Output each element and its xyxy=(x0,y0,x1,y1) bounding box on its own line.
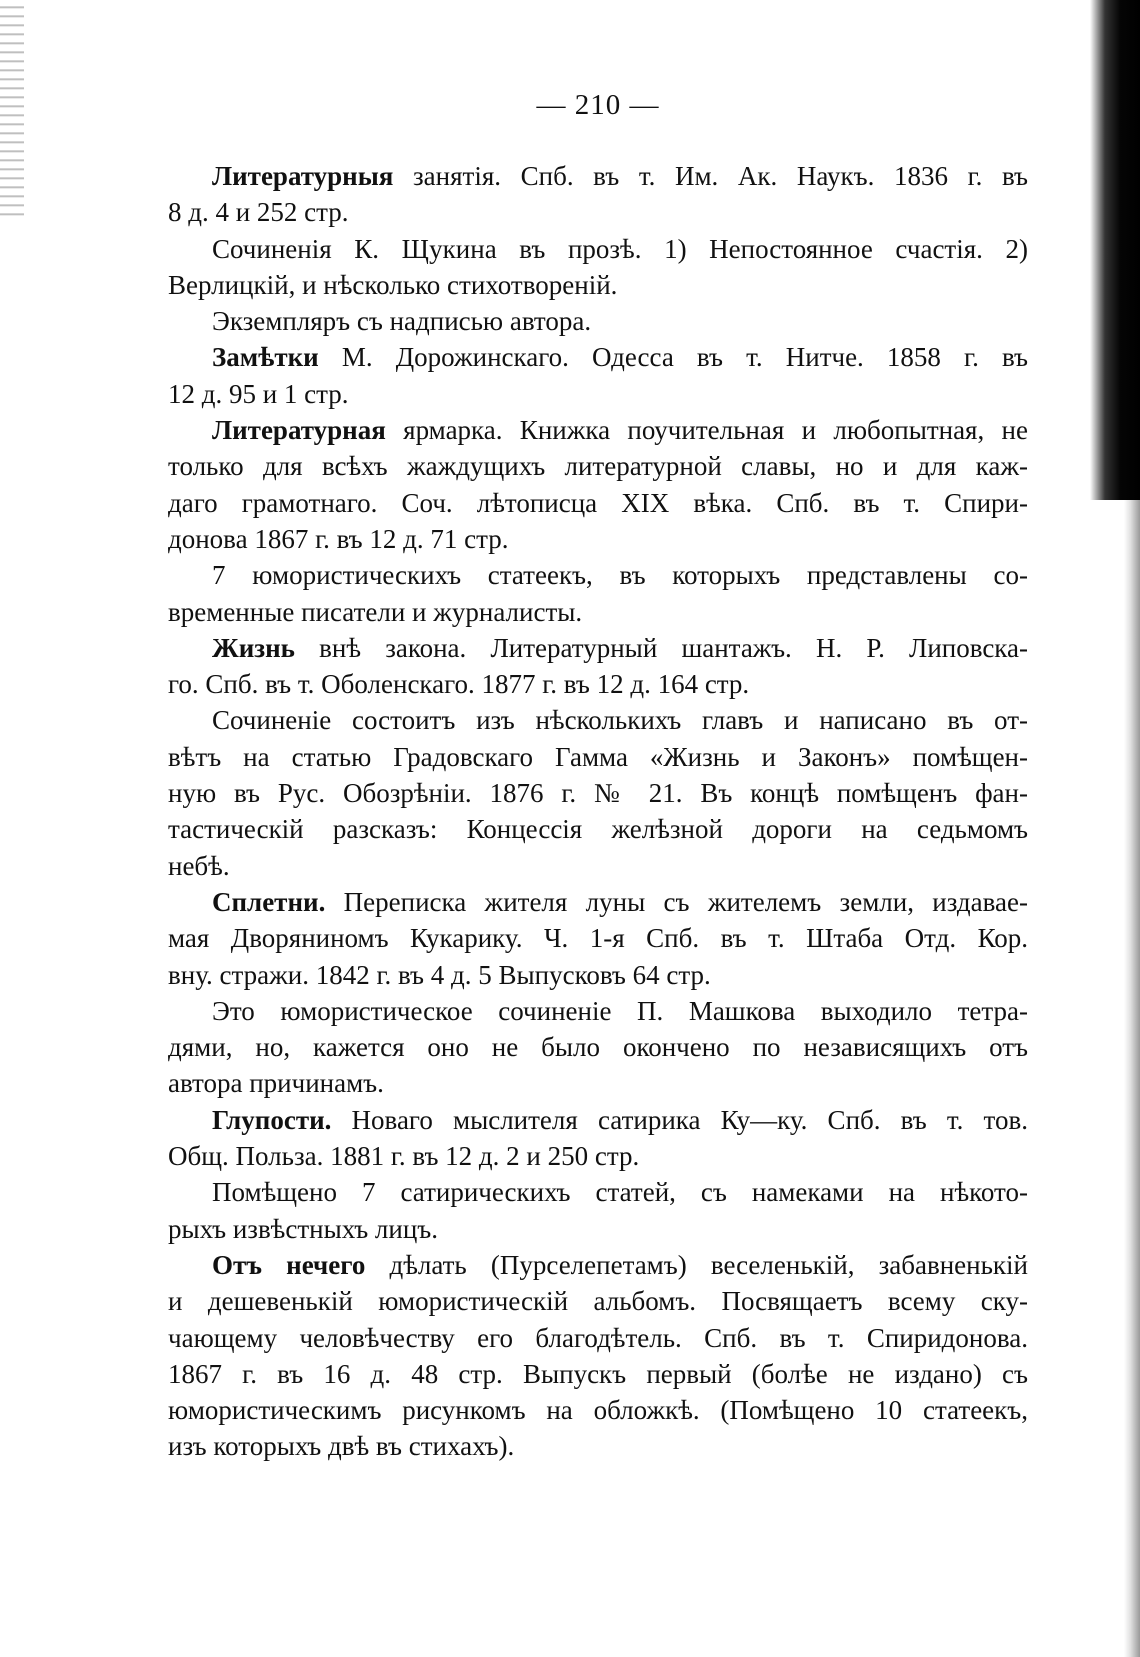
bibliography-entry xyxy=(168,557,1028,630)
entry-line xyxy=(168,594,1028,630)
entry-text: мая Дворяниномъ Кукарику. Ч. 1-я Спб. въ т. Штаба Отд. Кор. xyxy=(168,923,1028,954)
entry-line xyxy=(168,1428,1028,1464)
entry-text: временные писатели и журналисты. xyxy=(168,596,583,627)
entry-line xyxy=(168,194,1028,230)
scan-edge-left xyxy=(0,0,24,220)
bibliography-entry xyxy=(168,630,1028,703)
entry-line xyxy=(168,811,1028,847)
entry-text: занятія. Спб. въ т. Им. Ак. Наукъ. 1836 г. въ xyxy=(393,161,1028,191)
entry-text: 12 д. 95 и 1 стр. xyxy=(168,378,349,409)
entry-line xyxy=(168,1283,1028,1319)
bibliography-entry xyxy=(168,303,1028,339)
entry-line xyxy=(168,884,1028,920)
entry-text: только для всѣхъ жаждущихъ литературной славы, но и для каж- xyxy=(168,451,1028,482)
entry-line xyxy=(168,1174,1028,1210)
entry-text: Новаго мыслителя сатирика Ку—ку. Спб. въ т. тов. xyxy=(331,1104,1028,1135)
entry-title: Жизнь xyxy=(212,632,295,663)
entry-text: го. Спб. въ т. Оболенскаго. 1877 г. въ 12 д. 164 стр. xyxy=(168,669,750,700)
entry-text: М. Дорожинскаго. Одесса въ т. Нитче. 1858 г. въ xyxy=(318,342,1028,373)
entry-line xyxy=(168,1211,1028,1247)
page-number: — 210 — xyxy=(536,89,660,121)
entry-title: Литературныя xyxy=(212,161,394,191)
bibliography-entry xyxy=(168,231,1028,304)
entry-text: Сочиненіе состоитъ изъ нѣсколькихъ главъ и написано въ от- xyxy=(212,705,1028,736)
entry-text: вну. стражи. 1842 г. въ 4 д. 5 Выпусковъ 64 стр. xyxy=(168,959,711,990)
scan-edge-right xyxy=(1090,0,1140,500)
entry-title: Отъ нечего xyxy=(212,1249,366,1280)
entry-line xyxy=(168,485,1028,521)
entry-text: даго грамотнаго. Соч. лѣтописца XIX вѣка. Спб. въ т. Спири- xyxy=(168,487,1028,518)
bibliography-entry xyxy=(168,884,1028,993)
bibliography-entry xyxy=(168,1102,1028,1175)
entry-line xyxy=(168,1029,1028,1065)
entry-line xyxy=(168,1102,1028,1138)
entry-line xyxy=(168,739,1028,775)
entry-line xyxy=(168,920,1028,956)
entry-line xyxy=(168,376,1028,412)
entry-line xyxy=(168,848,1028,884)
entry-text: и дешевенькій юмористическій альбомъ. Посвящаетъ всему ску- xyxy=(168,1286,1028,1317)
entry-text: небѣ. xyxy=(168,850,230,881)
entry-text: Экземпляръ съ надписью автора. xyxy=(212,306,592,337)
bibliography-entry xyxy=(168,339,1028,412)
entry-text: Это юмористическое сочиненіе П. Машкова выходило тетра- xyxy=(212,995,1028,1026)
entry-line xyxy=(168,1138,1028,1174)
entry-text: 8 д. 4 и 252 стр. xyxy=(168,197,349,228)
entry-text: донова 1867 г. въ 12 д. 71 стр. xyxy=(168,523,509,554)
entry-line xyxy=(168,957,1028,993)
bibliography-entry xyxy=(168,158,1028,231)
entry-line xyxy=(168,231,1028,267)
entry-line xyxy=(168,1356,1028,1392)
entry-line xyxy=(168,1247,1028,1283)
entry-text: изъ которыхъ двѣ въ стихахъ). xyxy=(168,1431,515,1462)
bibliography-entry xyxy=(168,1174,1028,1247)
entry-line xyxy=(168,158,1028,194)
entry-title: Сплетни. xyxy=(212,886,326,917)
entry-list xyxy=(168,158,1028,1465)
entry-text: вѣтъ на статью Градовскаго Гамма «Жизнь и Законъ» помѣщен- xyxy=(168,741,1028,772)
entry-text: Сочиненія К. Щукина въ прозѣ. 1) Непостоянное счастія. 2) xyxy=(212,233,1028,264)
entry-title: Замѣтки xyxy=(212,342,319,373)
entry-text: ярмарка. Книжка поучительная и любопытная, не xyxy=(385,415,1028,446)
entry-text: Общ. Польза. 1881 г. въ 12 д. 2 и 250 стр. xyxy=(168,1141,640,1172)
entry-line xyxy=(168,666,1028,702)
entry-line xyxy=(168,1392,1028,1428)
entry-line xyxy=(168,267,1028,303)
entry-text: Помѣщено 7 сатирическихъ статей, съ намеками на нѣкото- xyxy=(212,1177,1028,1208)
entry-line xyxy=(168,630,1028,666)
entry-text: чающему человѣчеству его благодѣтель. Спб. въ т. Спиридонова. xyxy=(168,1322,1028,1353)
entry-text: ную въ Рус. Обозрѣніи. 1876 г. № 21. Въ концѣ помѣщенъ фан- xyxy=(168,778,1028,809)
bibliography-entry xyxy=(168,412,1028,557)
entry-line xyxy=(168,702,1028,738)
entry-text: автора причинамъ. xyxy=(168,1068,384,1099)
entry-text: Переписка жителя луны съ жителемъ земли, издавае- xyxy=(325,886,1028,917)
entry-text: рыхъ извѣстныхъ лицъ. xyxy=(168,1213,438,1244)
entry-line xyxy=(168,339,1028,375)
entry-line xyxy=(168,775,1028,811)
entry-line xyxy=(168,412,1028,448)
entry-line xyxy=(168,993,1028,1029)
entry-text: дями, но, кажется оно не было окончено по независящихъ отъ xyxy=(168,1032,1028,1063)
entry-text: юмористическимъ рисункомъ на обложкѣ. (Помѣщено 10 статеекъ, xyxy=(168,1395,1028,1426)
bibliography-entry xyxy=(168,993,1028,1102)
entry-line xyxy=(168,303,1028,339)
entry-text: дѣлать (Пурселепетамъ) веселенькій, забавненькій xyxy=(365,1249,1028,1280)
entry-text: 7 юмористическихъ статеекъ, въ которыхъ представлены со- xyxy=(212,560,1028,591)
entry-title: Глупости. xyxy=(212,1104,332,1135)
bibliography-entry xyxy=(168,1247,1028,1465)
entry-text: внѣ закона. Литературный шантажъ. Н. Р. Липовска- xyxy=(294,632,1028,663)
entry-title: Литературная xyxy=(212,415,386,446)
entry-text: тастическій разсказъ: Концессія желѣзной дороги на седьмомъ xyxy=(168,814,1028,845)
entry-line xyxy=(168,448,1028,484)
entry-line xyxy=(168,557,1028,593)
entry-text: Верлицкій, и нѣсколько стихотвореній. xyxy=(168,269,618,300)
entry-line xyxy=(168,1065,1028,1101)
entry-text: 1867 г. въ 16 д. 48 стр. Выпускъ первый (болѣе не издано) съ xyxy=(168,1358,1028,1389)
scan-edge-right-lower xyxy=(1124,500,1140,1657)
entry-line xyxy=(168,521,1028,557)
bibliography-entry xyxy=(168,702,1028,883)
entry-line xyxy=(168,1320,1028,1356)
page xyxy=(168,88,1028,1465)
